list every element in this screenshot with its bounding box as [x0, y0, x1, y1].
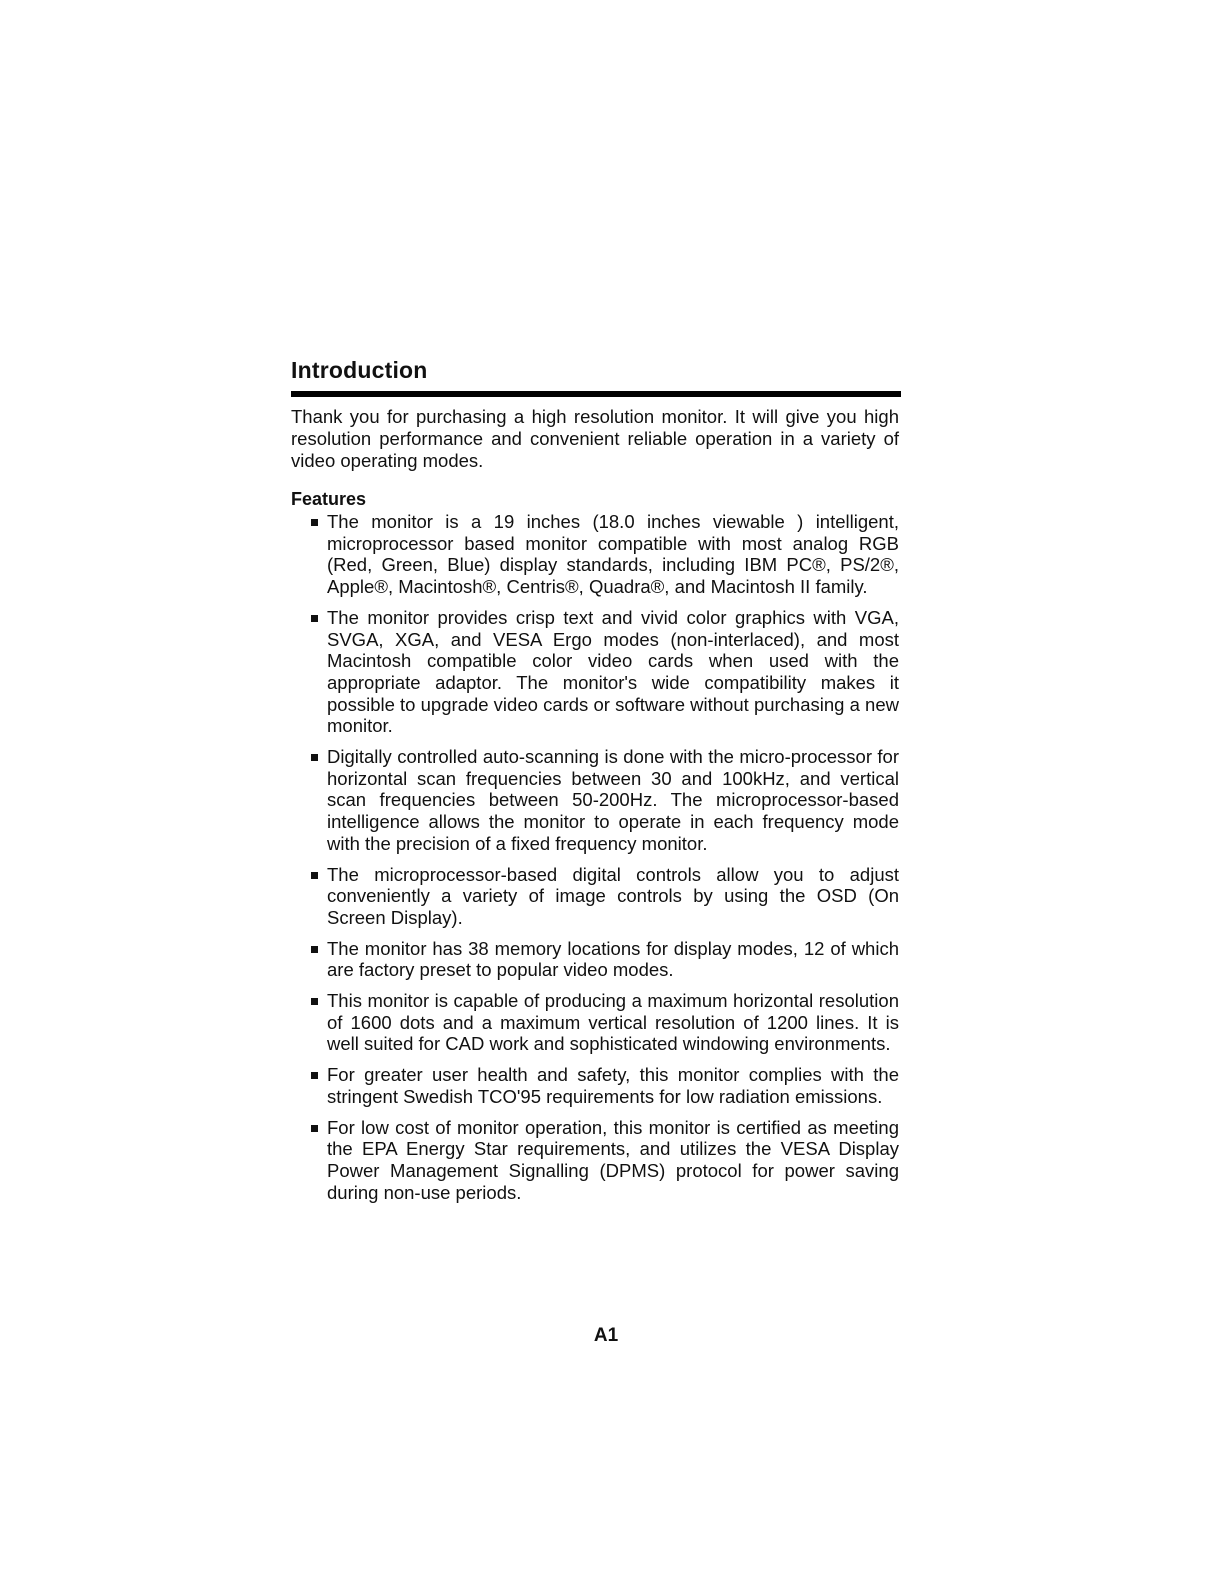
feature-item	[291, 607, 899, 737]
title-rule	[291, 391, 901, 397]
feature-item	[291, 746, 899, 855]
feature-text: This monitor is capable of producing a maximum horizontal resolution of 1600 dots and a maximum vertical resolution of 1200 lines. It is well suited for CAD work and sophisticated windowing environments.	[327, 990, 899, 1055]
square-bullet-icon	[311, 1072, 318, 1079]
square-bullet-icon	[311, 519, 318, 526]
feature-text: Digitally controlled auto-scanning is done with the micro-processor for horizontal scan frequencies between 30 and 100kHz, and vertical scan frequencies between 50-200Hz. The microprocessor-based intelligence allows the monitor to operate in each frequency mode with the precision of a fixed frequency monitor.	[327, 746, 899, 854]
features-heading: Features	[291, 489, 367, 509]
feature-text: For low cost of monitor operation, this monitor is certified as meeting the EPA Energy Star requirements, and utilizes the VESA Display Power Management Signalling (DPMS) protocol for power saving during non-use periods.	[327, 1116, 899, 1203]
feature-list	[291, 511, 899, 1203]
square-bullet-icon	[311, 615, 318, 622]
feature-text: The microprocessor-based digital controls allow you to adjust conveniently a variety of image controls by using the OSD (On Screen Display).	[327, 863, 899, 928]
square-bullet-icon	[311, 872, 318, 879]
feature-text: The monitor provides crisp text and vivid color graphics with VGA, SVGA, XGA, and VESA Ergo modes (non-interlaced), and most Macintosh compatible color video cards when used with the appropriate adaptor. The monitor's wide compatibility makes it possible to upgrade video cards or software without purchasing a new monitor.	[327, 606, 899, 737]
page-number: A1	[593, 1325, 619, 1346]
feature-item	[291, 511, 899, 598]
feature-item	[291, 864, 899, 929]
square-bullet-icon	[311, 1125, 318, 1132]
square-bullet-icon	[311, 998, 318, 1005]
feature-text: For greater user health and safety, this monitor complies with the stringent Swedish TCO'95 requirements for low radiation emissions.	[327, 1064, 899, 1107]
feature-text: The monitor is a 19 inches (18.0 inches viewable ) intelligent, microprocessor based monitor compatible with most analog RGB (Red, Green, Blue) display standards, including IBM PC®, PS/2®, Apple®, Macintosh®, Centris®, Quadra®, and Macintosh II family.	[327, 511, 899, 598]
intro-paragraph: Thank you for purchasing a high resolution monitor. It will give you high resolution performance and convenient reliable operation in a variety of video operating modes.	[291, 406, 899, 471]
feature-item	[291, 990, 899, 1055]
square-bullet-icon	[311, 754, 318, 761]
feature-item	[291, 1064, 899, 1107]
feature-text: The monitor has 38 memory locations for display modes, 12 of which are factory preset to popular video modes.	[327, 937, 899, 981]
square-bullet-icon	[311, 946, 318, 953]
feature-item	[291, 938, 899, 981]
page-title: Introduction	[291, 357, 428, 383]
page-content	[291, 356, 899, 1212]
feature-item	[291, 1117, 899, 1204]
